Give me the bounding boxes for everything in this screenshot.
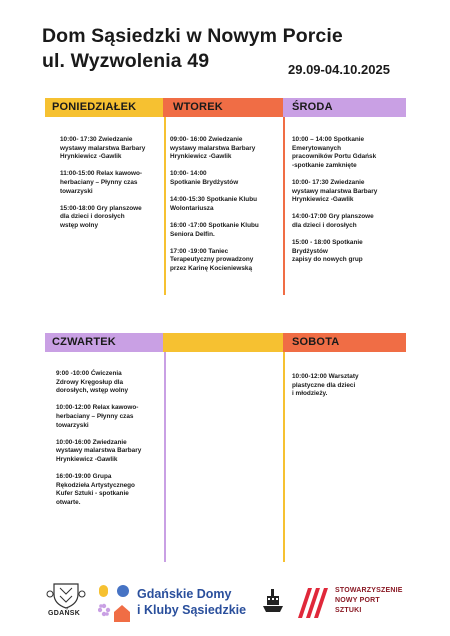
tuesday-events — [170, 136, 280, 282]
event-item: 10:00- 17:30 Zwiedzanie wystawy malarstwa Barbary Hrynkiewicz -Gawlik — [60, 136, 146, 161]
event-item: 9:00 -10:00 Ćwiczenia Zdrowy Kręgosłup dla dorosłych, wstęp wolny — [56, 370, 129, 395]
stow-line-3: SZTUKI — [335, 607, 362, 614]
event-item: 14:00-17:00 Gry planszowe dla dzieci i dorosłych — [292, 213, 374, 229]
divider-thursday-friday — [164, 352, 166, 562]
wednesday-events — [292, 136, 402, 274]
day-header-wednesday: ŚRODA — [292, 101, 333, 113]
footer-logos — [0, 580, 450, 636]
title-line-2: ul. Wyzwolenia 49 — [42, 50, 210, 72]
gdansk-crest-icon — [46, 580, 86, 610]
day-header-thursday: CZWARTEK — [52, 336, 116, 348]
day-header-monday: PONIEDZIAŁEK — [52, 101, 137, 113]
divider-tuesday-wednesday — [283, 117, 285, 295]
thursday-events — [56, 370, 160, 516]
saturday-events — [292, 373, 402, 407]
gdansk-label: GDAŃSK — [48, 610, 81, 617]
domy-line-2: i Kluby Sąsiedzkie — [137, 603, 247, 617]
divider-monday-tuesday — [164, 117, 166, 295]
friday-band — [163, 333, 283, 352]
domy-line-1: Gdańskie Domy — [137, 587, 232, 601]
gdansk-logo — [46, 580, 86, 620]
day-header-tuesday: WTOREK — [173, 101, 223, 113]
event-item: 10:00 – 14:00 Spotkanie Emerytowanych pracowników Portu Gdańsk -spotkanie zamknięte — [292, 136, 377, 169]
event-item: 09:00- 16:00 Zwiedzanie wystawy malarstwa Barbary Hrynkiewicz -Gawlik — [170, 136, 256, 161]
event-item: 11:00-15:00 Relax kawowo- herbaciany – Płynny czas towarzyski — [60, 170, 143, 195]
event-item: 14:00-15:30 Spotkanie Klubu Wolontariusza — [170, 196, 258, 212]
nps-mark-icon — [296, 584, 330, 620]
event-item: 10:00-12:00 Relax kawowo- herbaciany – Płynny czas towarzyski — [56, 404, 139, 429]
domy-logo-icon — [98, 584, 132, 624]
event-item: 10:00- 14:00 Spotkanie Brydżystów — [170, 170, 239, 186]
ship-logo — [260, 586, 286, 616]
event-item: 15:00-18:00 Gry planszowe dla dzieci i dorosłych wstęp wolny — [60, 204, 142, 229]
event-item: 17:00 -19:00 Taniec Terapeutyczny prowadzony przez Karinę Kocieniewską — [170, 247, 254, 272]
event-item: 15:00 - 18:00 Spotkanie Brydżystów zapisy do nowych grup — [292, 239, 363, 264]
event-item: 10:00-12:00 Warsztaty plastyczne dla dzieci i młodzieży. — [292, 373, 359, 398]
date-range: 29.09-04.10.2025 — [288, 62, 390, 77]
stowarzyszenie-name — [335, 586, 403, 616]
domy-name — [137, 586, 246, 618]
title-line-1: Dom Sąsiedzki w Nowym Porcie — [42, 25, 343, 47]
event-item: 10:00- 17:30 Zwiedzanie wystawy malarstwa Barbary Hrynkiewicz -Gawlik — [292, 178, 378, 204]
event-item: 16:00 -17:00 Spotkanie Klubu Seniora Delfin. — [170, 221, 259, 238]
stowarzyszenie-mark — [296, 584, 330, 620]
event-item: 16:00-19:00 Grupa Rękodzieła Artystycznego Kufer Sztuki - spotkanie otwarte. — [56, 473, 135, 506]
divider-friday-saturday — [283, 352, 285, 562]
day-header-saturday: SOBOTA — [292, 336, 340, 348]
domy-icon — [98, 584, 132, 624]
stow-line-1: STOWARZYSZENIE — [335, 587, 403, 594]
event-item: 10:00-16:00 Zwiedzanie wystawy malarstwa Barbary Hrynkiewicz -Gawlik — [56, 438, 142, 463]
monday-events — [60, 136, 160, 239]
stow-line-2: NOWY PORT — [335, 597, 380, 604]
ship-icon — [260, 586, 286, 616]
